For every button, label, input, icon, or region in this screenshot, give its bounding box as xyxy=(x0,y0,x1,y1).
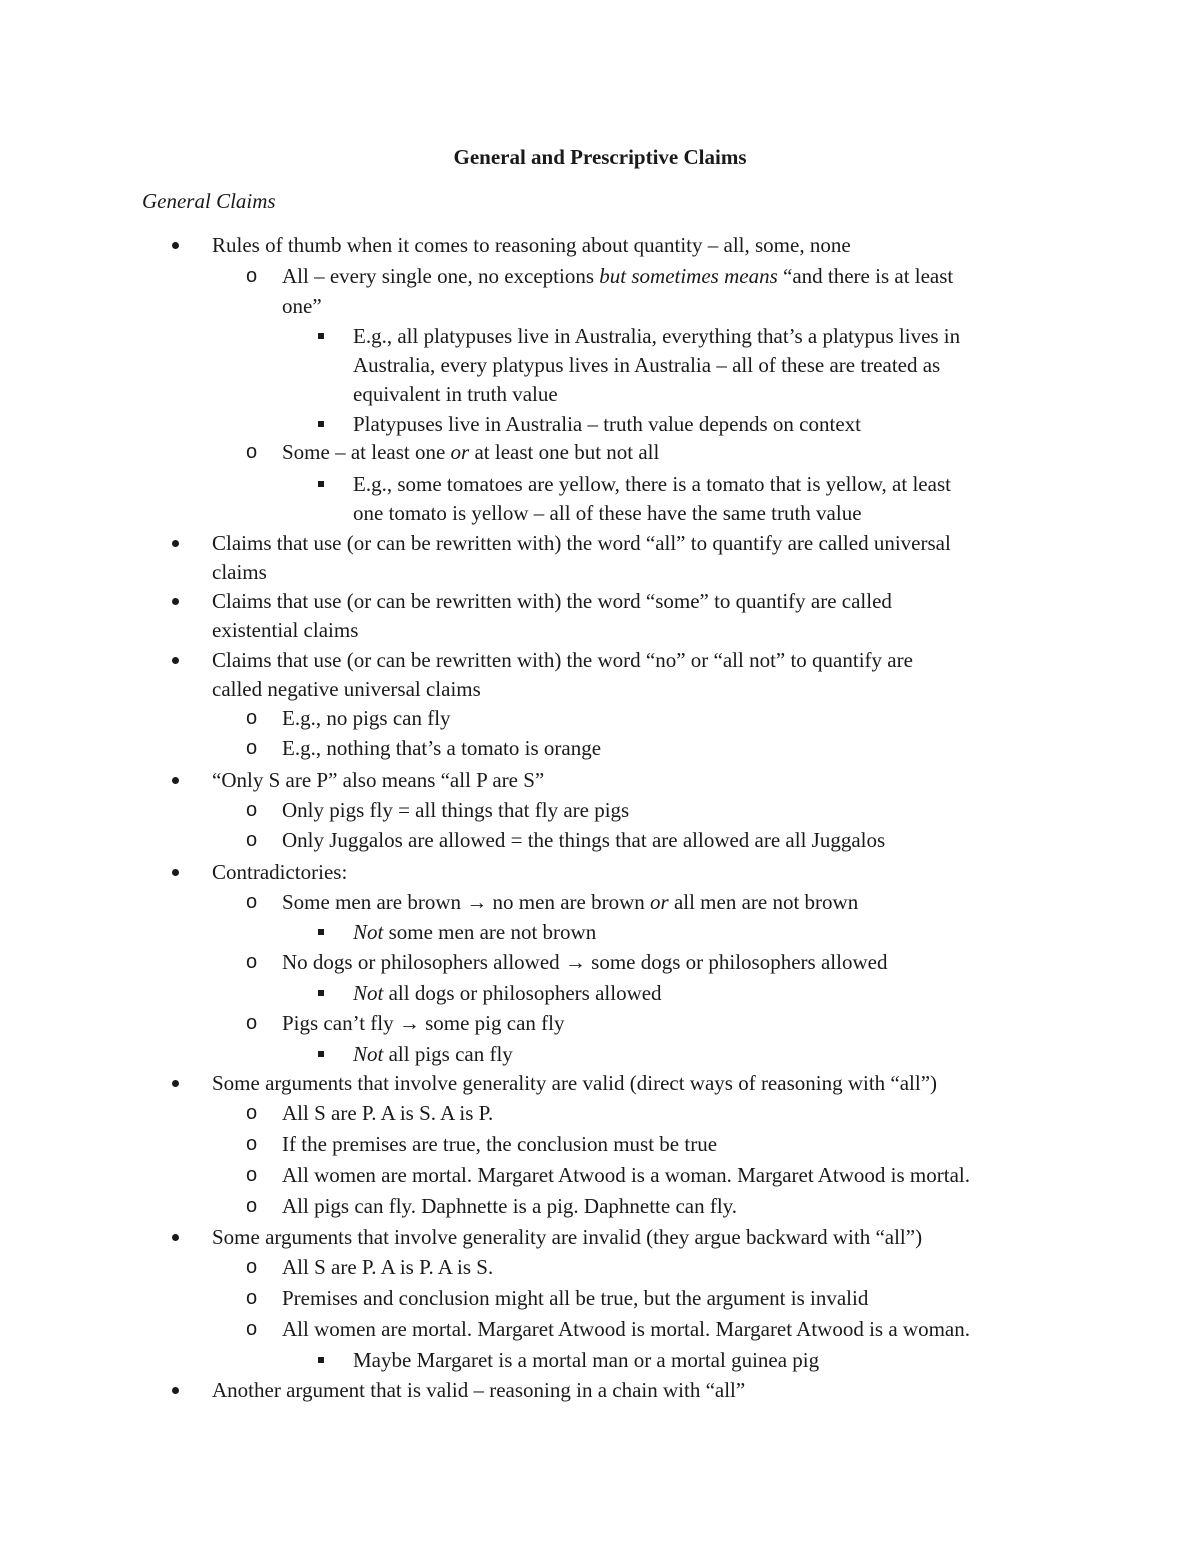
bullet-square-icon xyxy=(318,1040,324,1068)
bullet-circle: o xyxy=(246,1318,258,1340)
list-item: All – every single one, no exceptions but sometimes means “and there is at least xyxy=(282,264,954,288)
list-item: E.g., some tomatoes are yellow, there is a tomato that is yellow, at least xyxy=(353,472,951,496)
list-item: Only Juggalos are allowed = the things that are allowed are all Juggalos xyxy=(282,828,886,852)
bullet-disc-icon xyxy=(172,1223,179,1251)
list-item-continuation: equivalent in truth value xyxy=(353,382,558,406)
bullet-square-icon xyxy=(318,1346,324,1374)
list-item-continuation: existential claims xyxy=(212,618,359,642)
list-item: If the premises are true, the conclusion must be true xyxy=(282,1132,718,1156)
bullet-disc-icon xyxy=(172,646,179,674)
bullet-circle: o xyxy=(246,707,258,729)
list-item: E.g., all platypuses live in Australia, everything that’s a platypus lives in xyxy=(353,324,961,348)
list-item: Not all dogs or philosophers allowed xyxy=(353,981,662,1005)
list-item: “Only S are P” also means “all P are S” xyxy=(212,768,545,792)
arrow-right-icon: → xyxy=(564,950,586,974)
list-item: Only pigs fly = all things that fly are pigs xyxy=(282,798,630,822)
list-item: E.g., no pigs can fly xyxy=(282,706,451,730)
bullet-disc-icon xyxy=(172,587,179,615)
bullet-disc-icon xyxy=(172,1069,179,1097)
bullet-circle: o xyxy=(246,1195,258,1217)
list-item: Premises and conclusion might all be true, but the argument is invalid xyxy=(282,1286,869,1310)
bullet-square-icon xyxy=(318,470,324,498)
arrow-right-icon: → xyxy=(466,890,488,914)
bullet-circle: o xyxy=(246,1012,258,1034)
bullet-circle: o xyxy=(246,1256,258,1278)
bullet-circle: o xyxy=(246,951,258,973)
bullet-disc-icon xyxy=(172,529,179,557)
bullet-circle: o xyxy=(246,1102,258,1124)
bullet-circle: o xyxy=(246,1287,258,1309)
bullet-circle: o xyxy=(246,1133,258,1155)
bullet-square-icon xyxy=(318,322,324,350)
list-item: All S are P. A is P. A is S. xyxy=(282,1255,494,1279)
list-item: Not all pigs can fly xyxy=(353,1042,513,1066)
arrow-right-icon: → xyxy=(398,1011,420,1035)
list-item: All women are mortal. Margaret Atwood is a woman. Margaret Atwood is mortal. xyxy=(282,1163,970,1187)
list-item: Contradictories: xyxy=(212,860,348,884)
bullet-disc-icon xyxy=(172,1376,179,1404)
list-item: Some arguments that involve generality are invalid (they argue backward with “all”) xyxy=(212,1225,923,1249)
bullet-circle: o xyxy=(246,737,258,759)
list-item: Not some men are not brown xyxy=(353,920,597,944)
page-title: General and Prescriptive Claims xyxy=(453,145,747,169)
bullet-circle: o xyxy=(246,799,258,821)
list-item: Some arguments that involve generality are valid (direct ways of reasoning with “all”) xyxy=(212,1071,938,1095)
bullet-disc-icon xyxy=(172,231,179,259)
bullet-square-icon xyxy=(318,918,324,946)
list-item: E.g., nothing that’s a tomato is orange xyxy=(282,736,602,760)
list-item: All S are P. A is S. A is P. xyxy=(282,1101,494,1125)
list-item: Pigs can’t fly → some pig can fly xyxy=(282,1011,565,1035)
list-item: All women are mortal. Margaret Atwood is mortal. Margaret Atwood is a woman. xyxy=(282,1317,970,1341)
bullet-circle: o xyxy=(246,441,258,463)
list-item: Maybe Margaret is a mortal man or a mortal guinea pig xyxy=(353,1348,820,1372)
list-item: Some men are brown → no men are brown or all men are not brown xyxy=(282,890,859,914)
bullet-circle: o xyxy=(246,265,258,287)
bullet-disc-icon xyxy=(172,858,179,886)
list-item: Rules of thumb when it comes to reasoning about quantity – all, some, none xyxy=(212,233,851,257)
section-heading: General Claims xyxy=(142,189,276,213)
list-item: Platypuses live in Australia – truth value depends on context xyxy=(353,412,861,436)
list-item: Claims that use (or can be rewritten with) the word “no” or “all not” to quantify are xyxy=(212,648,913,672)
list-item-continuation: claims xyxy=(212,560,267,584)
list-item: Claims that use (or can be rewritten with) the word “some” to quantify are called xyxy=(212,589,892,613)
list-item: No dogs or philosophers allowed → some dogs or philosophers allowed xyxy=(282,950,888,974)
bullet-circle: o xyxy=(246,891,258,913)
list-item-continuation: called negative universal claims xyxy=(212,677,481,701)
bullet-circle: o xyxy=(246,829,258,851)
list-item-continuation: one tomato is yellow – all of these have the same truth value xyxy=(353,501,862,525)
list-item-continuation: Australia, every platypus lives in Australia – all of these are treated as xyxy=(353,353,941,377)
list-item: Claims that use (or can be rewritten with) the word “all” to quantify are called universal xyxy=(212,531,951,555)
bullet-square-icon xyxy=(318,410,324,438)
list-item: Another argument that is valid – reasoning in a chain with “all” xyxy=(212,1378,746,1402)
list-item: Some – at least one or at least one but not all xyxy=(282,440,660,464)
bullet-disc-icon xyxy=(172,766,179,794)
list-item-continuation: one” xyxy=(282,294,322,318)
list-item: All pigs can fly. Daphnette is a pig. Daphnette can fly. xyxy=(282,1194,738,1218)
bullet-square-icon xyxy=(318,979,324,1007)
bullet-circle: o xyxy=(246,1164,258,1186)
